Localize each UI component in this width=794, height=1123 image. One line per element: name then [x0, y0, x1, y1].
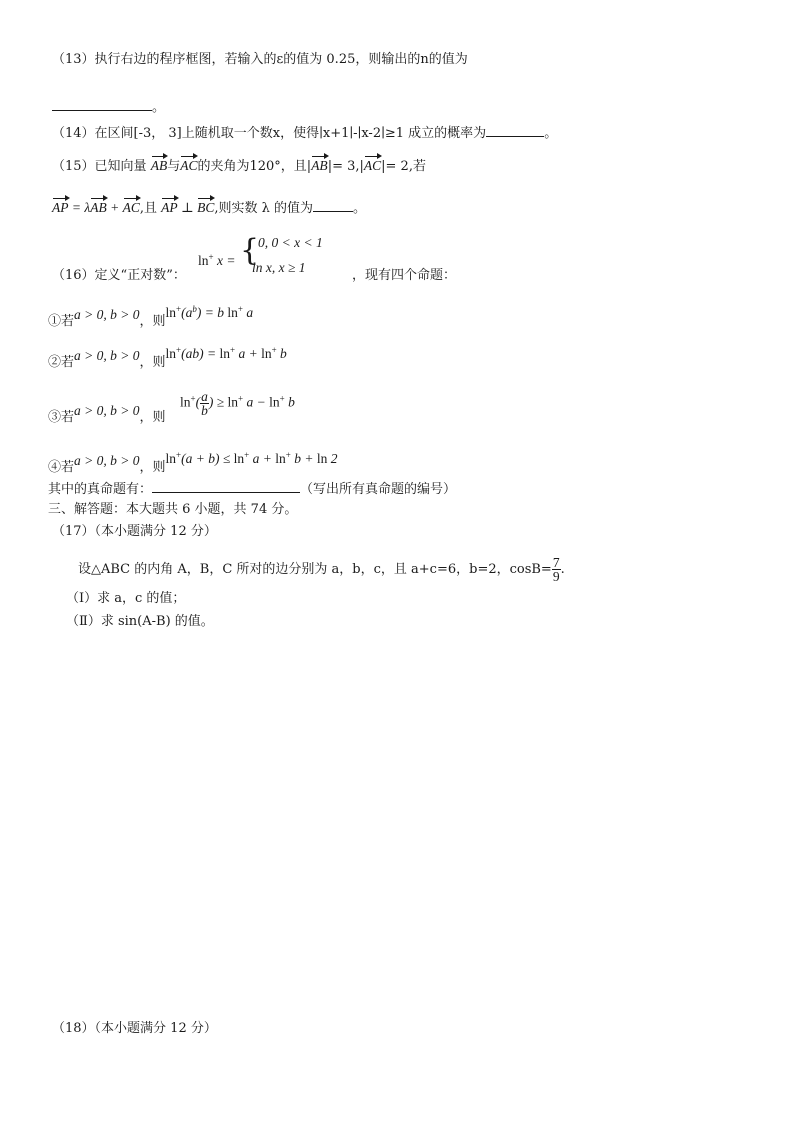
q17-stem-end: .	[560, 562, 565, 577]
q13-line	[52, 52, 468, 68]
q15-text4: |= 3,|	[327, 159, 364, 174]
q17-stem-text: 设△ABC 的内角 A，B，C 所对的边分别为 a，b，c，且 a+c=6，b=2，cosB=	[78, 562, 552, 577]
q15-cn1: ,且	[139, 201, 162, 216]
p2-formula: ln+(ab) = ln+ a + ln+ b	[165, 345, 287, 361]
q17-title: （17）（本小题满分 12 分）	[52, 524, 217, 539]
p1-ze: ，则	[139, 314, 166, 329]
vector-ab-2: AB	[90, 200, 107, 215]
q16-line	[52, 268, 186, 284]
vector-ac-2: AC	[122, 200, 140, 215]
q16-answer-prefix: 其中的真命题有：	[48, 482, 153, 497]
q15-cn2: ,则实数 λ 的值为	[214, 201, 313, 216]
q16-def-case2: ln x, x ≥ 1	[252, 260, 306, 275]
q13-answer-line	[52, 98, 165, 116]
q17-stem	[78, 556, 565, 583]
p1-condition: a > 0, b > 0	[74, 307, 140, 322]
q13-end: 。	[152, 100, 166, 115]
q14-answer-blank[interactable]	[486, 124, 544, 137]
q18-title: （18）（本小题满分 12 分）	[52, 1021, 217, 1036]
q15-number: （15）	[52, 159, 95, 174]
p1-label: ①若	[48, 314, 75, 329]
q15-text2: 与	[167, 159, 181, 174]
p4-ze: ，则	[139, 460, 166, 475]
q15-end: 。	[352, 201, 366, 216]
p3-formula: ln+( $\frac{a}{b}$ ) ≥ ln+ a − ln+ b	[180, 389, 295, 418]
p2-ze: ，则	[139, 355, 166, 370]
p3-ze: ，则	[139, 410, 166, 425]
vector-ab-abs: AB	[311, 158, 328, 173]
q15-perp: ⊥	[177, 200, 198, 215]
section-3-heading: 三、解答题：本大题共 6 小题，共 74 分。	[48, 502, 298, 517]
q15-plus: +	[106, 200, 123, 215]
p4-condition: a > 0, b > 0	[74, 453, 140, 468]
proposition-1	[48, 304, 254, 329]
q17-fraction: $\frac{7}{9}$	[552, 555, 560, 584]
q17-part-2: （Ⅱ）求 sin(A-B) 的值。	[66, 614, 214, 629]
p4-formula: ln+(a + b) ≤ ln+ a + ln+ b + ln 2	[165, 450, 338, 466]
vector-ac-abs: AC	[363, 158, 382, 173]
proposition-4	[48, 450, 338, 475]
q16-answer-line	[48, 480, 456, 498]
q16-intro: 定义“正对数”：	[94, 268, 186, 283]
q15-answer-blank[interactable]	[313, 199, 353, 212]
q16-brace: {	[240, 233, 260, 268]
proposition-2	[48, 345, 287, 370]
vector-ac: AC	[180, 158, 198, 173]
p2-condition: a > 0, b > 0	[74, 348, 140, 363]
q14-text: 在区间[-3， 3]上随机取一个数x，使得∣x+1∣-∣x-2∣≥1 成立的概率为	[94, 126, 487, 141]
q14-end: 。	[544, 126, 558, 141]
q15-text1: 已知向量	[94, 159, 147, 174]
q15-eq: = λ	[68, 200, 91, 215]
q13-answer-blank[interactable]	[52, 98, 152, 111]
q16-number: （16）	[52, 268, 95, 283]
q15-text3: 的夹角为120°，且|	[197, 159, 312, 174]
p1-formula: $\ln^+(a^b) = b$ ln+ a	[165, 304, 254, 320]
p3-fraction: $\frac{a}{b}$	[201, 389, 208, 418]
p3-label: ③若	[48, 410, 75, 425]
q16-answer-blank[interactable]	[152, 480, 300, 493]
vector-ap-2: AP	[161, 200, 178, 215]
q13-number: （13）	[52, 52, 95, 67]
q15-line2	[52, 199, 366, 217]
q17-part-1: （Ⅰ）求 a，c 的值；	[66, 591, 186, 606]
q16-def-ln: ln	[198, 253, 209, 268]
q16-answer-suffix: （写出所有真命题的编号）	[300, 482, 457, 497]
q15-line1	[52, 158, 426, 175]
q16-def-lhs: ln+ x =	[198, 252, 236, 268]
vector-bc: BC	[197, 200, 215, 215]
q16-tail: ，现有四个命题：	[352, 268, 457, 283]
p4-label: ④若	[48, 460, 75, 475]
q14-line	[52, 124, 557, 142]
q13-text: 执行右边的程序框图，若输入的ε的值为 0.25，则输出的n的值为	[94, 52, 468, 67]
q15-text5: |= 2,若	[381, 159, 426, 174]
q16-def-case1: 0, 0 < x < 1	[258, 235, 323, 250]
p3-condition: a > 0, b > 0	[74, 403, 140, 418]
vector-ap: AP	[52, 200, 69, 215]
q14-number: （14）	[52, 126, 95, 141]
proposition-3	[48, 403, 166, 425]
p2-label: ②若	[48, 355, 75, 370]
vector-ab: AB	[150, 158, 168, 173]
